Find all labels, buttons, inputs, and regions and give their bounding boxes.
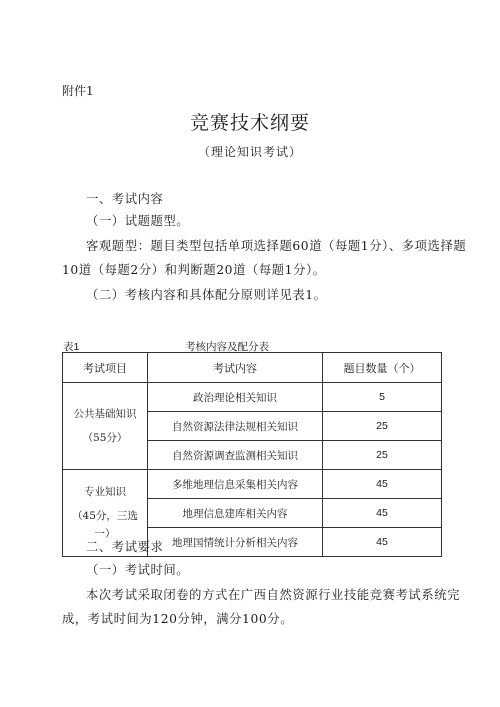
section-heading-exam-content: 一、考试内容 [86,192,164,206]
subsection-heading-question-types: （一）试题题型。 [86,214,190,228]
table-row [63,383,442,412]
header-question-count: 题目数量（个） [323,353,442,383]
content-cell: 地理国情统计分析相关内容 [148,528,323,557]
paragraph-exam-time-line1: 本次考试采取闭卷的方式在广西自然资源行业技能竞赛考试系统完 [86,588,461,602]
count-cell: 5 [323,383,442,412]
document-title: 竞赛技术纲要 [189,112,310,134]
count-cell: 45 [323,470,442,499]
category-name: 公共基础知识 [73,408,137,420]
category-name: 专业知识 [84,486,126,498]
table-label: 表1 [63,341,80,353]
paragraph-question-types-line2: 10道（每题2分）和判断题20道（每题1分）。 [62,263,326,277]
content-cell: 自然资源调查监测相关知识 [148,441,323,470]
category-cell-public-basics [63,383,148,470]
content-cell: 多维地理信息采集相关内容 [148,470,323,499]
count-cell: 45 [323,499,442,528]
count-cell: 25 [323,412,442,441]
count-cell: 45 [323,528,442,557]
subsection-heading-scoring: （二）考核内容和具体配分原则详见表1。 [86,288,327,302]
content-cell: 自然资源法律法规相关知识 [148,412,323,441]
section-heading-exam-requirements: 二、考试要求 [86,540,164,554]
subsection-heading-exam-time: （一）考试时间。 [86,563,190,577]
header-exam-item: 考试项目 [63,353,148,383]
category-score: （55分） [82,432,128,444]
table-header-row [63,353,442,383]
category-score-line1: （45分，三选 [72,510,138,522]
content-cell: 地理信息建库相关内容 [148,499,323,528]
category-score-line2: 一） [94,528,116,540]
document-subtitle: （理论知识考试） [197,145,302,159]
score-allocation-table [62,352,442,557]
count-cell: 25 [323,441,442,470]
header-exam-content: 考试内容 [148,353,323,383]
table-caption: 考核内容及配分表 [185,341,269,353]
attachment-label: 附件1 [62,84,94,98]
paragraph-exam-time-line2: 成，考试时间为120分钟，满分100分。 [62,612,294,626]
table-row [63,470,442,499]
paragraph-question-types-line1: 客观题型：题目类型包括单项选择题60道（每题1分）、多项选择题 [86,239,467,253]
content-cell: 政治理论相关知识 [148,383,323,412]
